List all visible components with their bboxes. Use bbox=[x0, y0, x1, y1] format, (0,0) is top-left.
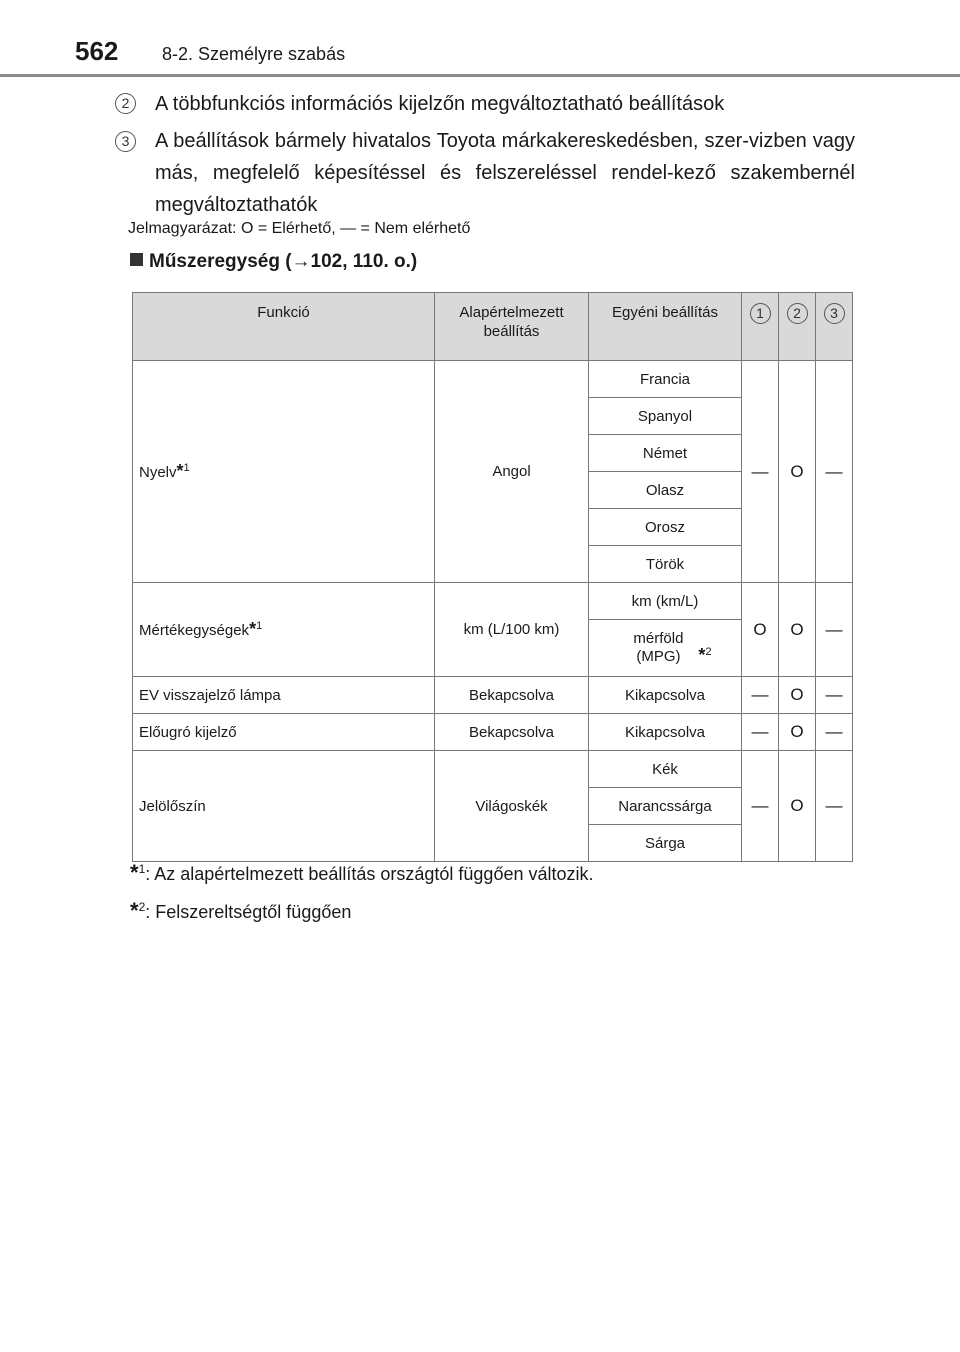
table-header-row bbox=[133, 293, 853, 361]
availability-cell: — bbox=[816, 361, 853, 583]
footnote-ref: 2 bbox=[705, 646, 712, 658]
header-divider bbox=[0, 74, 960, 77]
availability-cell: — bbox=[816, 677, 853, 714]
availability-cell: — bbox=[816, 583, 853, 677]
footnote bbox=[130, 898, 351, 924]
availability-cell: — bbox=[742, 677, 779, 714]
option-cell: Orosz bbox=[589, 509, 742, 546]
table-row bbox=[133, 677, 853, 714]
footnote-star: * bbox=[698, 645, 706, 665]
column-header: Egyéni beállítás bbox=[589, 293, 742, 361]
step-text: A többfunkciós információs kijelzőn megváltoztatható beállítások bbox=[155, 93, 725, 115]
step-number-badge: 2 bbox=[115, 93, 136, 114]
function-cell bbox=[133, 583, 435, 677]
availability-cell: — bbox=[816, 714, 853, 751]
availability-cell: O bbox=[779, 361, 816, 583]
settings-table bbox=[132, 292, 853, 862]
option-cell: km (km/L) bbox=[589, 583, 742, 620]
table-row bbox=[133, 361, 853, 398]
option-cell: Narancssárga bbox=[589, 788, 742, 825]
footnote-star: * bbox=[130, 860, 139, 885]
option-cell: Olasz bbox=[589, 472, 742, 509]
legend-text: Jelmagyarázat: O = Elérhető, — = Nem elérhető bbox=[128, 220, 471, 237]
column-header-number: 2 bbox=[787, 303, 808, 324]
availability-cell: O bbox=[779, 677, 816, 714]
section-title: Műszeregység (→102, 110. o.) bbox=[149, 251, 418, 272]
availability-cell: — bbox=[742, 361, 779, 583]
option-cell: Kikapcsolva bbox=[589, 714, 742, 751]
footnote-ref: 1 bbox=[256, 620, 263, 632]
option-cell: Sárga bbox=[589, 825, 742, 862]
step-number-badge: 3 bbox=[115, 131, 136, 152]
column-header: Funkció bbox=[133, 293, 435, 361]
availability-cell: — bbox=[742, 751, 779, 862]
function-cell: EV visszajelző lámpa bbox=[133, 677, 435, 714]
column-header-number: 3 bbox=[824, 303, 845, 324]
function-cell: Jelölőszín bbox=[133, 751, 435, 862]
footnote-star: * bbox=[249, 619, 257, 639]
footnote-text: : Felszereltségtől függően bbox=[145, 902, 352, 922]
option-cell: Kikapcsolva bbox=[589, 677, 742, 714]
footnote-star: * bbox=[176, 461, 184, 481]
column-header bbox=[816, 293, 853, 361]
square-bullet-icon bbox=[130, 253, 143, 266]
footnote bbox=[130, 860, 594, 886]
table-row bbox=[133, 751, 853, 788]
default-cell: Bekapcsolva bbox=[435, 714, 589, 751]
default-cell: km (L/100 km) bbox=[435, 583, 589, 677]
availability-cell: O bbox=[742, 583, 779, 677]
option-cell: Francia bbox=[589, 361, 742, 398]
option-cell bbox=[589, 620, 742, 677]
page-number: 562 bbox=[75, 36, 119, 66]
function-cell: Előugró kijelző bbox=[133, 714, 435, 751]
column-header bbox=[779, 293, 816, 361]
column-header: Alapértelmezett beállítás bbox=[435, 293, 589, 361]
default-cell: Világoskék bbox=[435, 751, 589, 862]
footnote-number: 1 bbox=[138, 862, 146, 876]
table-row bbox=[133, 714, 853, 751]
availability-cell: O bbox=[779, 751, 816, 862]
availability-cell: O bbox=[779, 583, 816, 677]
option-text: mérföld (MPG) bbox=[633, 630, 684, 665]
option-cell: Német bbox=[589, 435, 742, 472]
column-header-number: 1 bbox=[750, 303, 771, 324]
default-cell: Angol bbox=[435, 361, 589, 583]
availability-cell: — bbox=[816, 751, 853, 862]
availability-cell: — bbox=[742, 714, 779, 751]
step-text: A beállítások bármely hivatalos Toyota márkakereskedésben, szer-vizben vagy más, megfelelő képesítéssel és felszereléssel rendel-kező szakembernél megváltoztathatók bbox=[155, 130, 855, 216]
column-header bbox=[742, 293, 779, 361]
function-name: Nyelv bbox=[139, 464, 177, 481]
option-cell: Kék bbox=[589, 751, 742, 788]
function-name: Mértékegységek bbox=[139, 622, 250, 639]
section-heading bbox=[130, 251, 417, 273]
default-cell: Bekapcsolva bbox=[435, 677, 589, 714]
section-breadcrumb: 8-2. Személyre szabás bbox=[162, 44, 346, 64]
footnote-ref: 1 bbox=[183, 462, 190, 474]
function-cell bbox=[133, 361, 435, 583]
option-cell: Török bbox=[589, 546, 742, 583]
option-cell: Spanyol bbox=[589, 398, 742, 435]
table-row bbox=[133, 583, 853, 620]
footnote-number: 2 bbox=[138, 900, 146, 914]
availability-cell: O bbox=[779, 714, 816, 751]
footnote-star: * bbox=[130, 898, 139, 923]
footnote-text: : Az alapértelmezett beállítás országtól függően változik. bbox=[145, 864, 594, 884]
